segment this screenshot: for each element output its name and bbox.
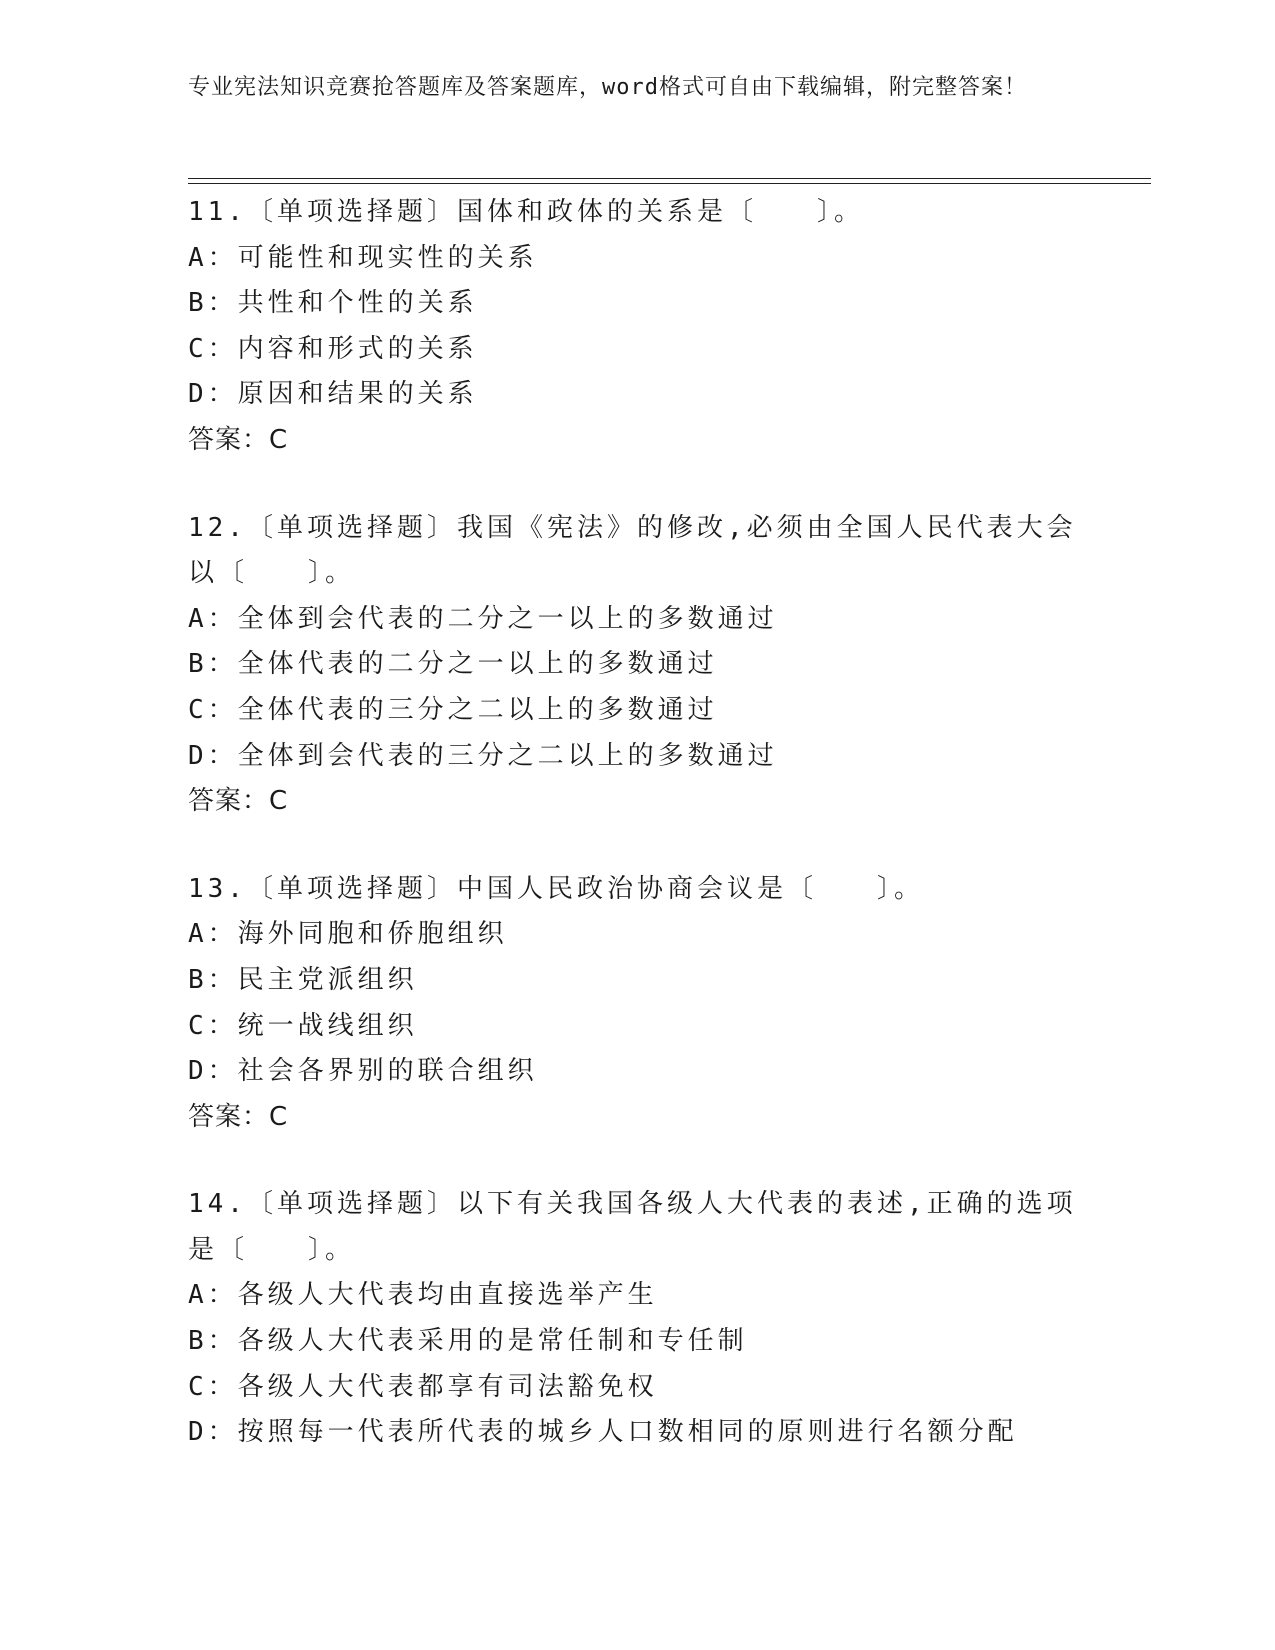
option-c: C：内容和形式的关系	[188, 333, 478, 364]
option-b: B：共性和个性的关系	[188, 288, 478, 319]
question-13	[188, 867, 1088, 1141]
question-stem: 14.〔单项选择题〕以下有关我国各级人大代表的表述,正确的选项是〔 〕。	[188, 1189, 1077, 1265]
question-stem: 11.〔单项选择题〕国体和政体的关系是〔 〕。	[188, 197, 864, 227]
option-c: C：全体代表的三分之二以上的多数通过	[188, 694, 718, 725]
option-c: C：统一战线组织	[188, 1010, 418, 1041]
option-a: A：海外同胞和侨胞组织	[188, 919, 508, 950]
option-d: D：全体到会代表的三分之二以上的多数通过	[188, 740, 778, 771]
option-c: C：各级人大代表都享有司法豁免权	[188, 1371, 658, 1402]
question-stem: 13.〔单项选择题〕中国人民政治协商会议是〔 〕。	[188, 873, 924, 904]
question-12	[188, 506, 1088, 825]
answer: 答案：C	[188, 786, 289, 817]
option-a: A：各级人大代表均由直接选举产生	[188, 1280, 658, 1311]
header-divider-top	[188, 178, 1151, 179]
question-14	[188, 1182, 1088, 1456]
option-d: D：原因和结果的关系	[188, 379, 478, 410]
question-list	[188, 190, 1088, 1498]
option-b: B：全体代表的二分之一以上的多数通过	[188, 649, 718, 680]
option-d: D：按照每一代表所代表的城乡人口数相同的原则进行名额分配	[188, 1417, 1018, 1448]
option-a: A：可能性和现实性的关系	[188, 242, 538, 273]
option-a: A：全体到会代表的二分之一以上的多数通过	[188, 603, 778, 634]
option-d: D：社会各界别的联合组织	[188, 1056, 538, 1087]
option-b: B：各级人大代表采用的是常任制和专任制	[188, 1326, 748, 1357]
option-b: B：民主党派组织	[188, 964, 418, 995]
answer: 答案：C	[188, 424, 289, 455]
header-divider-bottom	[188, 183, 1151, 184]
answer: 答案：C	[188, 1101, 289, 1132]
document-header: 专业宪法知识竞赛抢答题库及答案题库，word格式可自由下载编辑，附完整答案！	[188, 75, 1027, 100]
question-stem: 12.〔单项选择题〕我国《宪法》的修改,必须由全国人民代表大会以〔 〕。	[188, 512, 1077, 589]
question-11	[188, 190, 1088, 464]
